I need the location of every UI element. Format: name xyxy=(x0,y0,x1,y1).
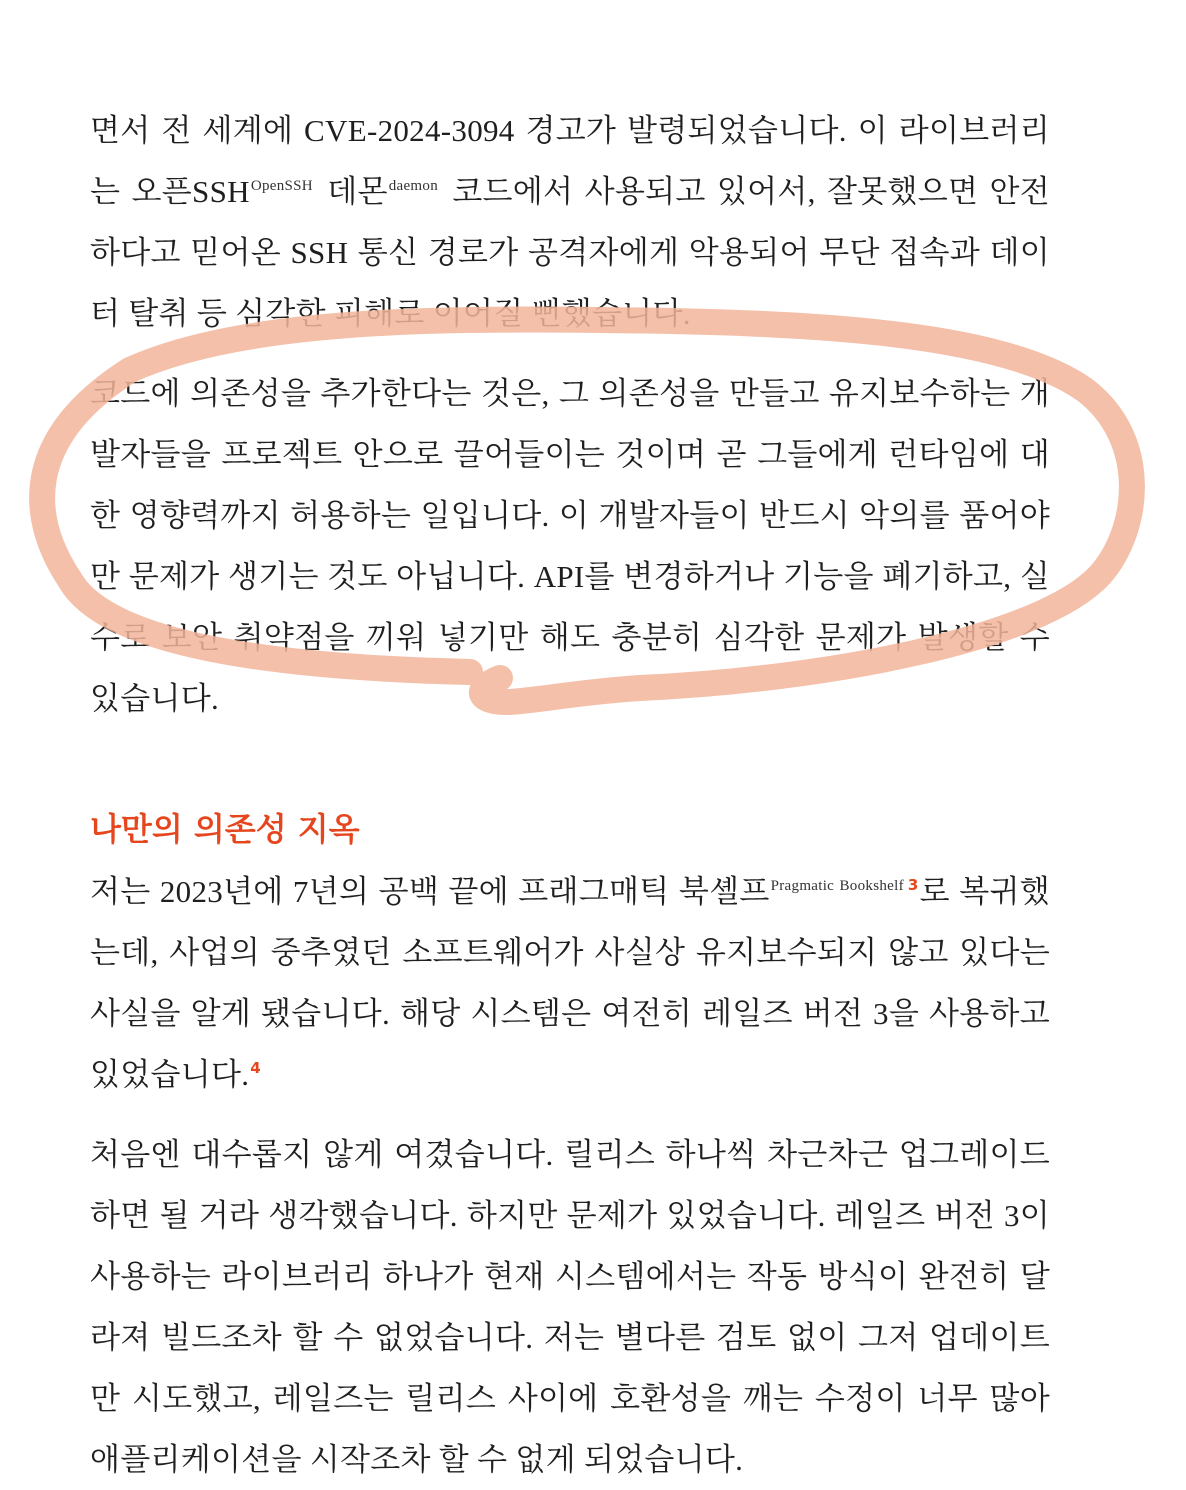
paragraph-text: 저는 2023년에 7년의 공백 끝에 프래그매틱 북셸프 xyxy=(90,874,770,909)
paragraph-return-to-pragprog xyxy=(90,861,1050,1105)
paragraph-cve-warning xyxy=(90,100,1050,344)
footnote-marker[interactable]: 3 xyxy=(907,876,919,894)
superscript-gloss: daemon xyxy=(388,178,439,194)
paragraph-text: 면서 전 세계에 CVE-2024-3094 경고가 발령되었습니다. 이 라이브러리는 오픈SSH xyxy=(90,113,1050,209)
paragraph-upgrade-story: 처음엔 대수롭지 않게 여겼습니다. 릴리스 하나씩 차근차근 업그레이드하면 될 거라 생각했습니다. 하지만 문제가 있었습니다. 레일즈 버전 3이 사용하는 라이브러리 하나가 현재 시스템에서는 작동 방식이 완전히 달라져 빌드조차 할 수 없었습니다. 저는 별다른 검토 없이 그저 업데이트만 시도했고, 레일즈는 릴리스 사이에 호환성을 깨는 수정이 너무 많아 애플리케이션을 시작조차 할 수 없게 되었습니다. xyxy=(90,1137,1050,1477)
superscript-gloss: OpenSSH xyxy=(250,178,313,194)
paragraph-dependency-risk: 코드에 의존성을 추가한다는 것은, 그 의존성을 만들고 유지보수하는 개발자들을 프로젝트 안으로 끌어들이는 것이며 곧 그들에게 런타임에 대한 영향력까지 허용하는 일입니다. 이 개발자들이 반드시 악의를 품어야만 문제가 생기는 것도 아닙니다. API를 변경하거나 기능을 폐기하고, 실수로 보안 취약점을 끼워 넣기만 해도 충분히 심각한 문제가 발생할 수 있습니다. xyxy=(90,376,1050,716)
paragraph-text: 데몬 xyxy=(315,174,388,209)
document-page xyxy=(90,100,1050,1490)
superscript-gloss: Pragmatic Bookshelf xyxy=(770,878,904,894)
paragraph-text: 코드에서 사용되고 있어서, 잘못했으면 안전하다고 믿어온 SSH 통신 경로가 공격자에게 악용되어 무단 접속과 데이터 탈취 등 심각한 피해로 이어질 뻔했습니다. xyxy=(90,174,1050,331)
paragraph-text: 로 복귀했는데, 사업의 중추였던 소프트웨어가 사실상 유지보수되지 않고 있다는 사실을 알게 됐습니다. 해당 시스템은 여전히 레일즈 버전 3을 사용하고 있었습니다. xyxy=(90,874,1050,1092)
footnote-marker[interactable]: 4 xyxy=(250,1059,262,1077)
section-heading: 나만의 의존성 지옥 xyxy=(90,810,360,848)
